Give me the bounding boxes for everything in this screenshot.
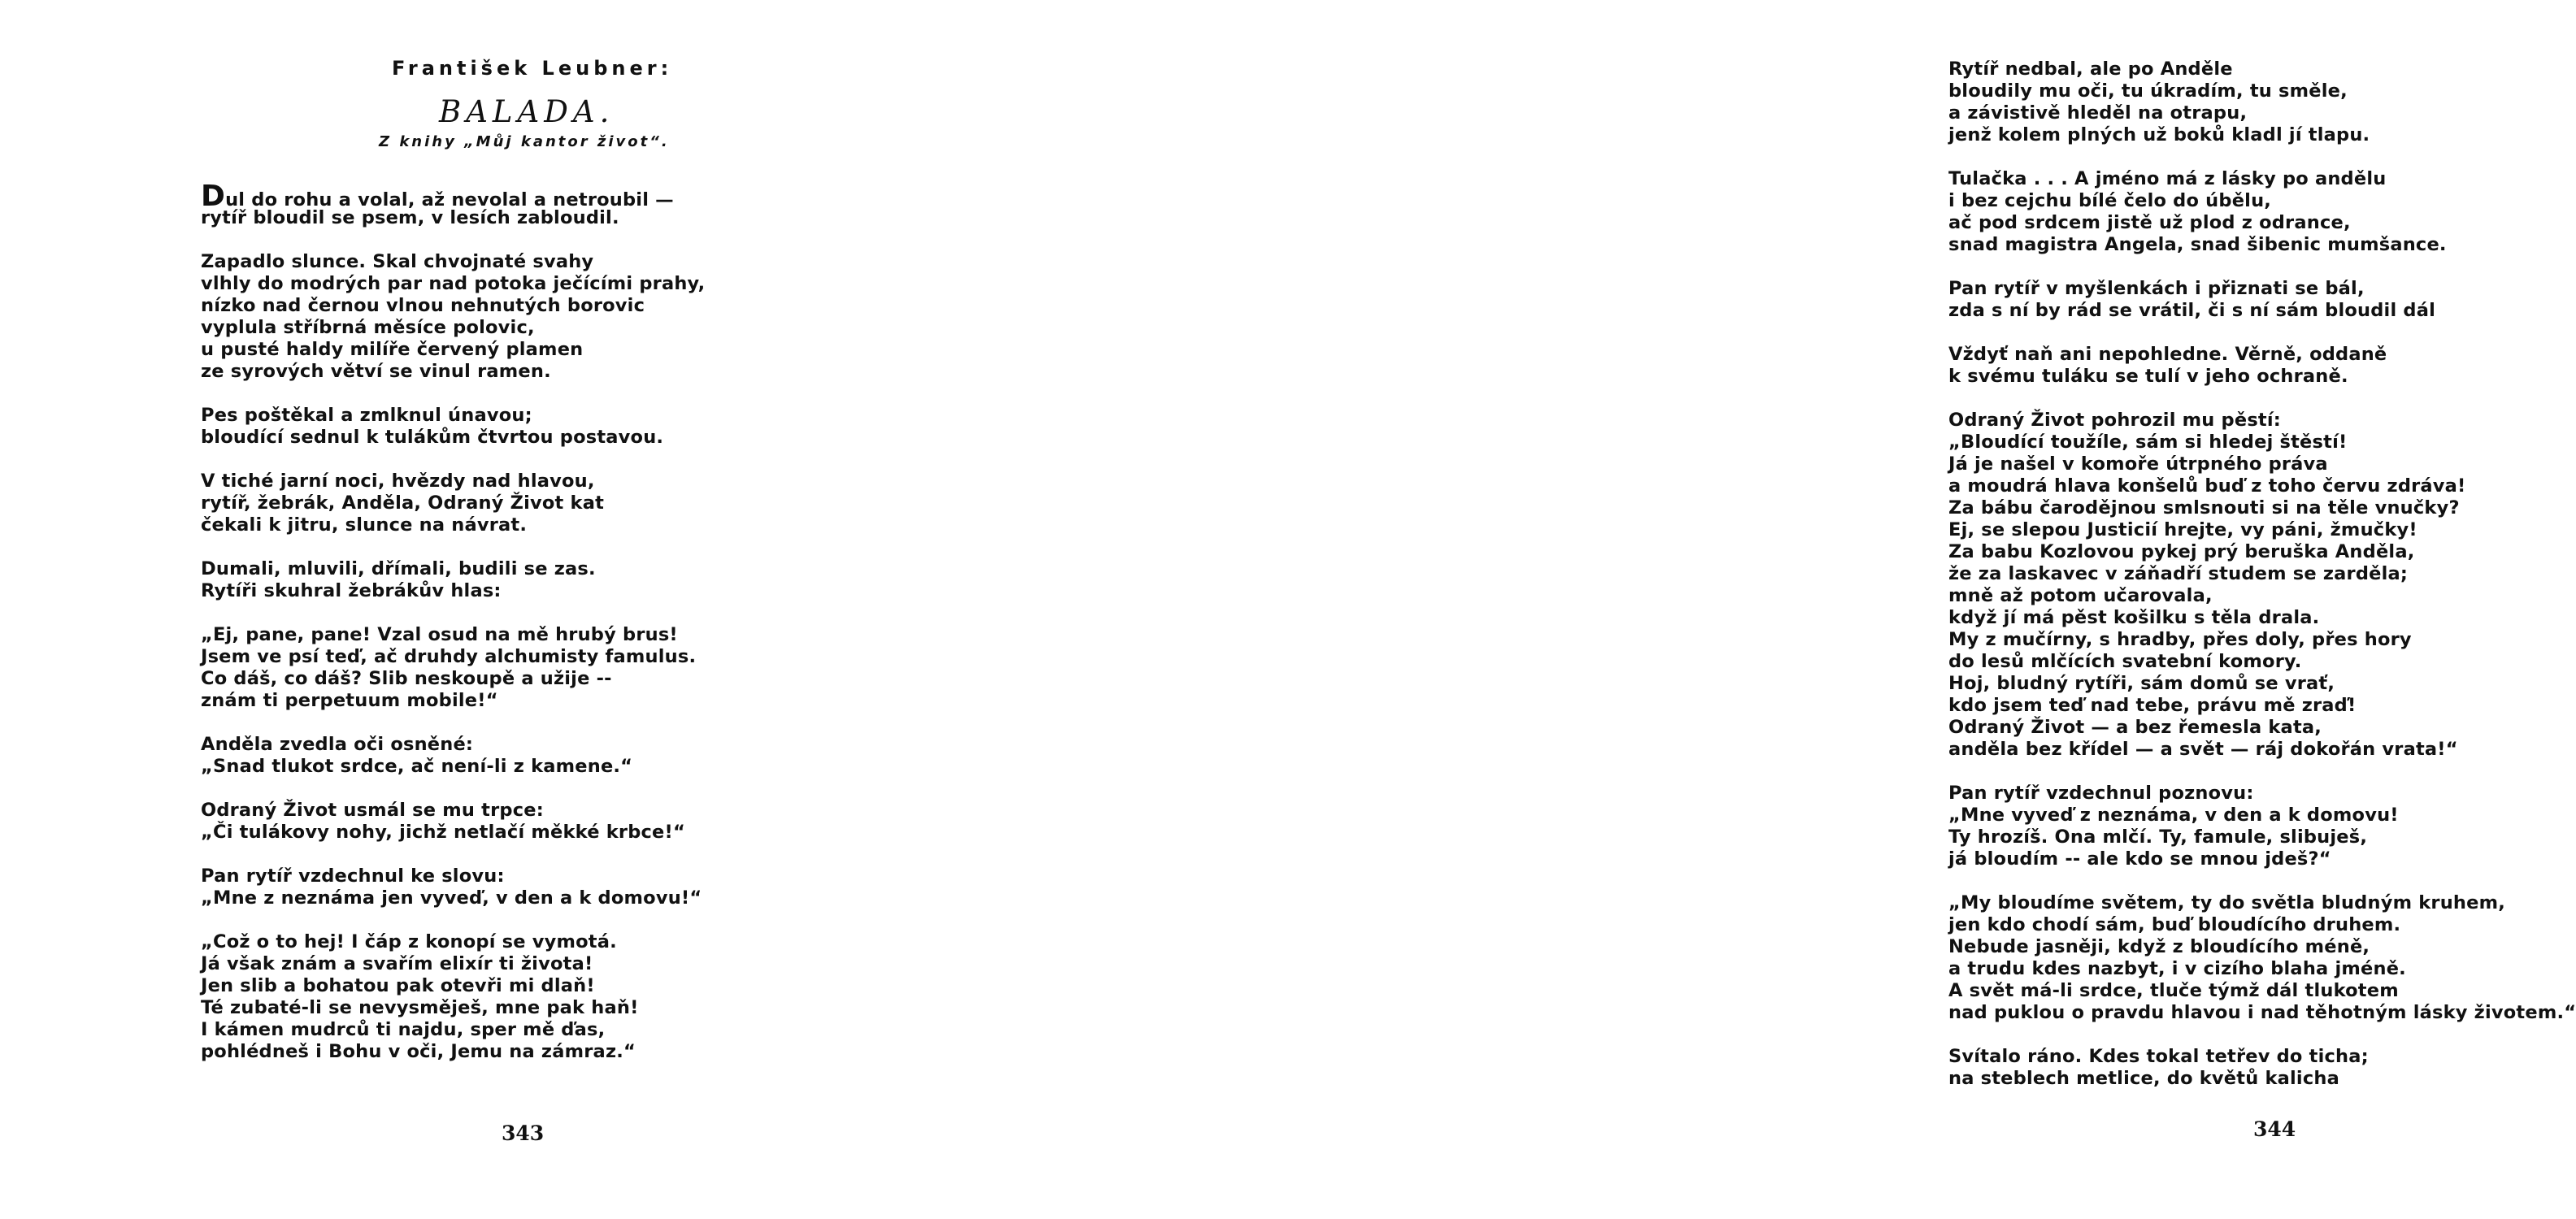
poem-line: A svět má-li srdce, tluče týmž dál tlukotem [1948,980,2399,1001]
poem-line: „Což o to hej! I čáp z konopí se vymotá. [201,931,617,952]
poem-text-right [1948,59,2576,1112]
poem-line: Dul do rohu a volal, až nevolal a netroubil — [201,180,674,213]
right-page [899,0,2576,1219]
poem-text-left [201,180,706,1085]
poem-line: I kámen mudrců ti najdu, sper mě ďas, [201,1019,606,1040]
poem-line: Zapadlo slunce. Skal chvojnaté svahy [201,251,594,272]
poem-line: já bloudím -- ale kdo se mnou jdeš?“ [1948,848,2331,870]
poem-line: kdo jsem teď nad tebe, právu mě zraď! [1948,695,2357,716]
left-page [0,0,899,1219]
poem-line: nad puklou o pravdu hlavou i nad těhotným lásky životem.“ [1948,1002,2576,1023]
stanza [201,624,705,712]
poem-line: Hoj, bludný rytíři, sám domů se vrať, [1948,673,2335,694]
poem-subtitle: Z knihy „Můj kantor život“. [379,133,670,150]
poem-line: Jen slib a bohatou pak otevři mi dlaň! [201,975,595,996]
poem-line: čekali k jitru, slunce na návrat. [201,514,528,536]
poem-line: Odraný Život pohrozil mu pěstí: [1948,410,2281,431]
poem-line: Pes poštěkal a zmlknul únavou; [201,405,532,426]
poem-line: „Snad tlukot srdce, ač není-li z kamene.“ [201,756,633,777]
poem-line: Co dáš, co dáš? Slib neskoupě a užije -- [201,668,612,689]
poem-line: Já je našel v komoře útrpného práva [1948,453,2328,475]
poem-line: k svému tuláku se tulí v jeho ochraně. [1948,366,2348,387]
poem-line: V tiché jarní noci, hvězdy nad hlavou, [201,471,595,492]
poem-line: u pusté haldy milíře červený plamen [201,339,584,360]
stanza [1948,59,2576,146]
poem-line: Té zubaté-li se nevysměješ, mne pak haň! [201,997,639,1018]
poem-line: když jí má pěst košilku s těla drala. [1948,607,2320,628]
poem-line: na steblech metlice, do květů kalicha [1948,1068,2339,1089]
poem-line: Svítalo ráno. Kdes tokal tetřev do ticha; [1948,1046,2369,1067]
poem-line: znám ti perpetuum mobile!“ [201,690,498,711]
poem-author: František Leubner: [392,57,673,80]
poem-line: a závistivě hleděl na otrapu, [1948,102,2248,124]
poem-line: Odraný Život — a bez řemesla kata, [1948,717,2322,738]
stanza [1948,278,2576,322]
poem-line: nízko nad černou vlnou nehnutých borovic [201,295,645,316]
poem-line: My z mučírny, s hradby, přes doly, přes hory [1948,629,2412,650]
stanza [201,471,705,536]
stanza [201,180,705,229]
poem-line: snad magistra Angela, snad šibenic mumšance. [1948,234,2447,255]
poem-line: že za laskavec v záňadří studem se zarděla; [1948,563,2409,584]
poem-line: „Mne vyveď z neznáma, v den a k domovu! [1948,805,2399,826]
poem-line: ač pod srdcem jistě už plod z odrance, [1948,212,2351,233]
stanza [201,800,705,844]
poem-line: rytíř, žebrák, Anděla, Odraný Život kat [201,492,605,514]
poem-line: Tulačka . . . A jméno má z lásky po andělu [1948,168,2387,189]
poem-line: bloudily mu oči, tu úkradím, tu směle, [1948,80,2348,102]
stanza [201,558,705,602]
poem-line: Nebude jasněji, když z bloudícího méně, [1948,936,2370,957]
poem-line: Odraný Život usmál se mu trpce: [201,800,544,821]
poem-line: Rytíři skuhral žebrákův hlas: [201,580,502,601]
poem-line: vyplula stříbrná měsíce polovic, [201,317,535,338]
poem-line: Rytíř nedbal, ale po Anděle [1948,59,2233,80]
poem-line: rytíř bloudil se psem, v lesích zabloudil. [201,207,619,228]
poem-line: Vždyť naň ani nepohledne. Věrně, oddaně [1948,344,2387,365]
poem-line: mně až potom učarovala, [1948,585,2213,606]
poem-line: Anděla zvedla oči osněné: [201,734,474,755]
poem-line: „Mne z neznáma jen vyveď, v den a k domovu!“ [201,887,702,909]
poem-line: Já však znám a svařím elixír ti života! [201,953,593,974]
poem-line: Ty hrozíš. Ona mlčí. Ty, famule, slibuješ, [1948,826,2368,848]
stanza [1948,1046,2576,1090]
poem-title: BALADA. [439,94,615,129]
poem-line: jenž kolem plných už boků kladl jí tlapu. [1948,124,2370,145]
drop-cap: D [201,180,226,213]
stanza [201,251,705,383]
poem-line: Ej, se slepou Justicií hrejte, vy páni, žmučky! [1948,519,2417,540]
stanza [201,405,705,449]
poem-line: do lesů mlčících svatební komory. [1948,651,2302,672]
poem-line: Dumali, mluvili, dřímali, budili se zas. [201,558,596,579]
stanza [201,734,705,778]
stanza [1948,344,2576,388]
stanza [1948,168,2576,256]
poem-line: ze syrových větví se vinul ramen. [201,361,551,382]
poem-line: Pan rytíř v myšlenkách i přiznati se bál, [1948,278,2365,299]
poem-line: a moudrá hlava konšelů buď z toho červu zdráva! [1948,475,2466,497]
stanza [201,865,705,909]
poem-line: „Ej, pane, pane! Vzal osud na mě hrubý brus! [201,624,678,645]
poem-line: Pan rytíř vzdechnul ke slovu: [201,865,505,887]
stanza [1948,410,2576,761]
poem-line: anděla bez křídel — a svět — ráj dokořán vrata!“ [1948,739,2458,760]
page-number-right: 344 [2253,1117,2296,1141]
poem-line: Za bábu čarodějnou smlsnouti si na těle vnučky? [1948,497,2460,518]
poem-line: „Bloudící toužíle, sám si hledej štěstí! [1948,432,2348,453]
stanza [1948,892,2576,1024]
stanza [1948,783,2576,870]
poem-line: „Či tulákovy nohy, jichž netlačí měkké krbce!“ [201,822,685,843]
poem-line: a trudu kdes nazbyt, i v cizího blaha jméně. [1948,958,2406,979]
poem-line: pohlédneš i Bohu v oči, Jemu na zámraz.“ [201,1041,636,1062]
poem-line: jen kdo chodí sám, buď bloudícího druhem. [1948,914,2401,935]
page-number-left: 343 [502,1121,545,1145]
poem-line: Pan rytíř vzdechnul poznovu: [1948,783,2254,804]
stanza [201,931,705,1063]
poem-line: Za babu Kozlovou pykej prý beruška Anděla, [1948,541,2415,562]
poem-line: Jsem ve psí teď, ač druhdy alchumisty famulus. [201,646,697,667]
poem-line: zda s ní by rád se vrátil, či s ní sám bloudil dál [1948,300,2436,321]
poem-line: i bez cejchu bílé čelo do úbělu, [1948,190,2272,211]
poem-line: „My bloudíme světem, ty do světla bludným kruhem, [1948,892,2505,913]
poem-line: vlhly do modrých par nad potoka ječícími prahy, [201,273,706,294]
poem-line: bloudící sednul k tulákům čtvrtou postavou. [201,427,664,448]
